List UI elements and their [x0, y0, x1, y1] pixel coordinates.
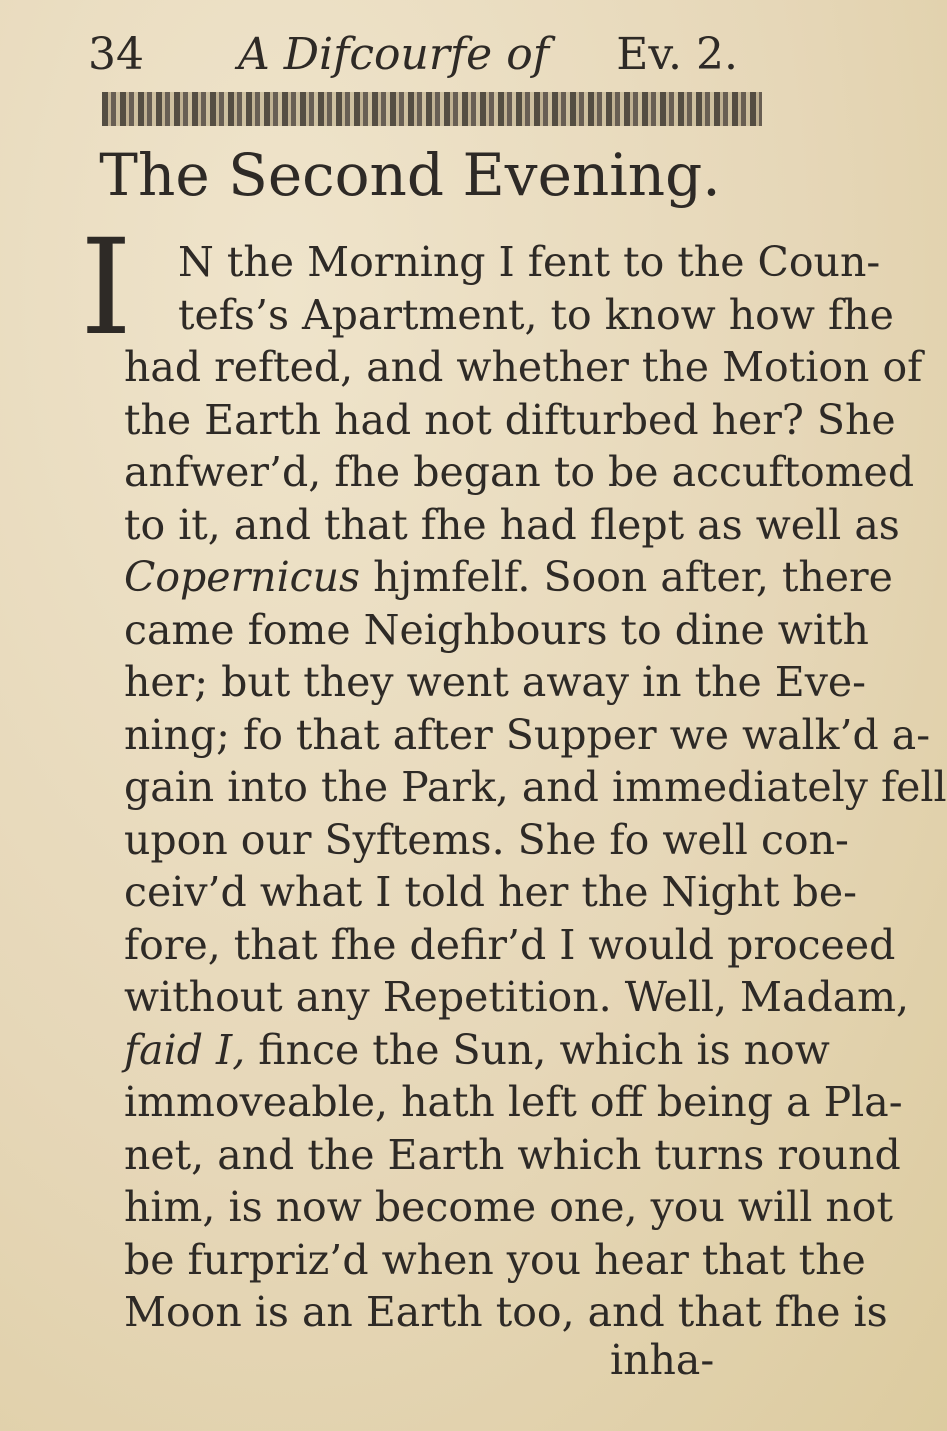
text-line-2: tefs’s Apartment, to know how fhe	[178, 290, 894, 339]
page-number: 34	[88, 29, 144, 80]
text-line-18: net, and the Earth which turns round	[124, 1130, 901, 1179]
chapter-heading: The Second Evening.	[99, 141, 721, 209]
text-line-12: upon our Syftems. She fo well con-	[124, 815, 849, 864]
text-line-7	[124, 551, 893, 603]
text-line-5: anfwer’d, fhe began to be accuftomed	[124, 448, 915, 496]
text-line-19: him, is now become one, you will not	[124, 1183, 893, 1231]
running-head	[88, 20, 748, 90]
text-line-16	[124, 1024, 830, 1076]
text-line-1: N the Morning I fent to the Coun-	[178, 238, 881, 286]
italic-name: Copernicus	[124, 553, 361, 601]
running-title: A Difcourfe of	[238, 29, 549, 80]
text-line-17: immoveable, hath left off being a Pla-	[124, 1078, 903, 1126]
text-line-9: her; but they went away in the Eve-	[124, 658, 867, 706]
text-line-11: gain into the Park, and immediately fell	[124, 763, 947, 811]
ornamental-rule	[102, 92, 762, 126]
catchword: inha-	[610, 1335, 715, 1384]
text-line-8: came fome Neighbours to dine with	[124, 605, 869, 654]
text-line-13: ceiv’d what I told her the Night be-	[124, 868, 858, 916]
text-line-16-rest: fince the Sun, which is now	[258, 1025, 830, 1074]
text-line-20: be furpriz’d when you hear that the	[124, 1235, 866, 1284]
drop-cap: I	[80, 211, 133, 365]
text-line-7-rest: hjmfelf. Soon after, there	[373, 553, 893, 601]
text-line-14: fore, that fhe defir’d I would proceed	[124, 920, 896, 969]
text-line-15: without any Repetition. Well, Madam,	[124, 973, 910, 1021]
text-line-10: ning; fo that after Supper we walk’d a-	[124, 710, 931, 759]
text-line-3: had refted, and whether the Motion of	[124, 343, 923, 391]
text-line-6: to it, and that fhe had flept as well as	[124, 500, 900, 549]
italic-said: faid I,	[124, 1025, 246, 1074]
text-line-4: the Earth had not difturbed her? She	[124, 395, 896, 444]
text-line-21: Moon is an Earth too, and that fhe is	[124, 1288, 888, 1336]
section-marker: Ev. 2.	[616, 29, 738, 80]
